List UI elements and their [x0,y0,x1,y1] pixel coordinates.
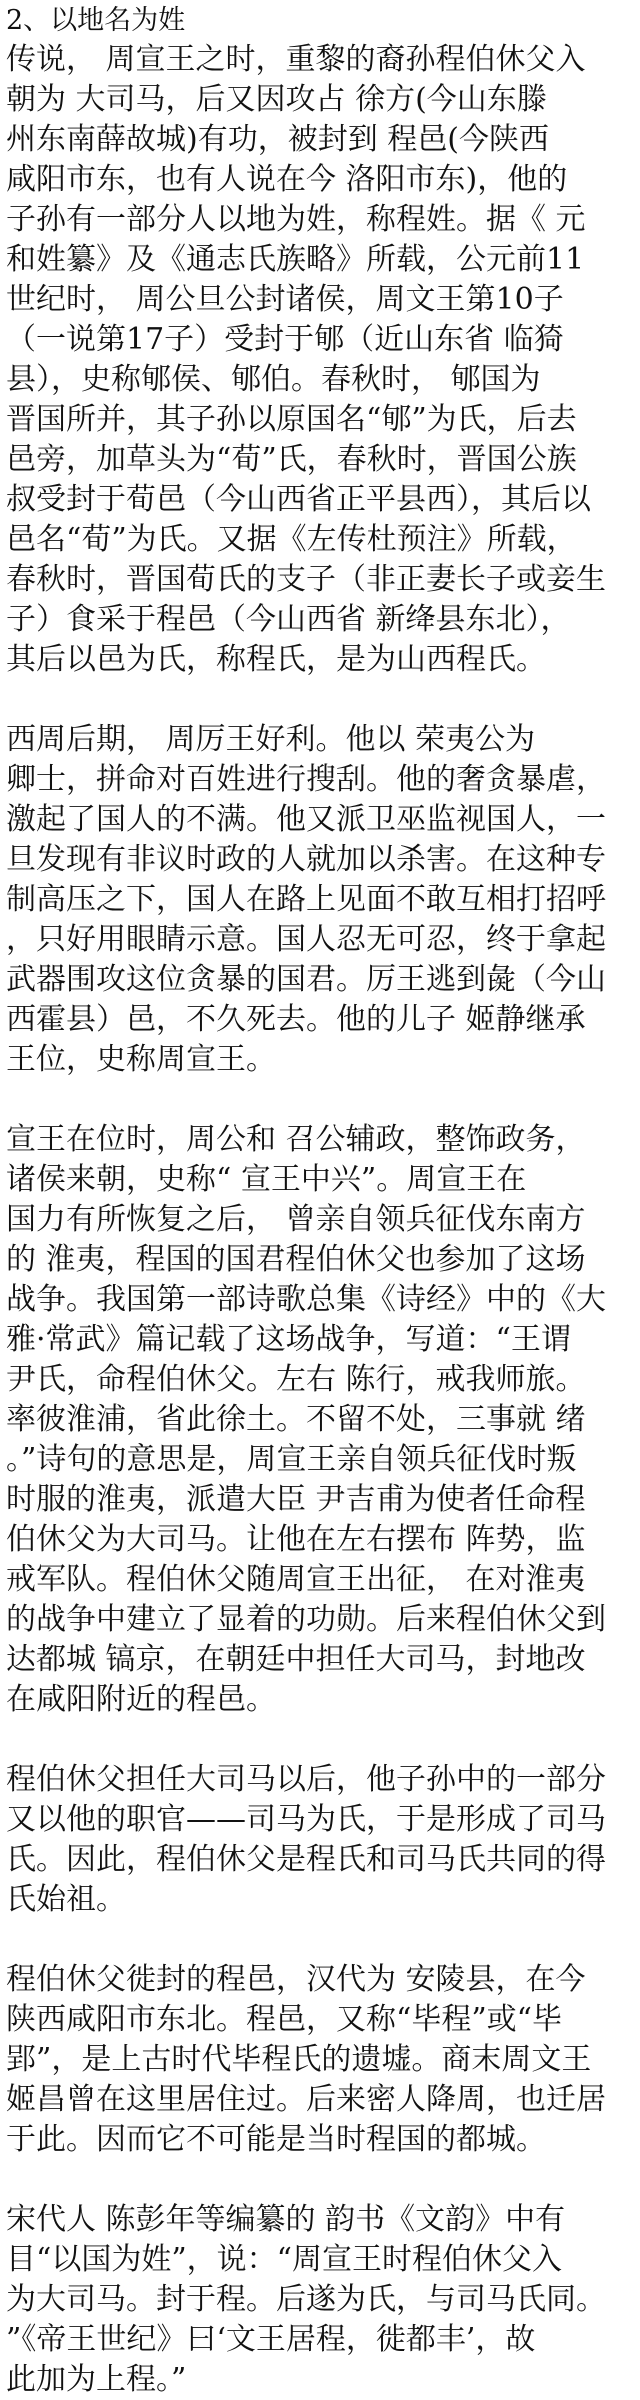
paragraph-spacer [6,1720,634,1760]
paragraph-5 [6,1960,634,2160]
paragraph-line: 率彼淮浦，省此徐土。不留不处，三事就 绪 [6,1402,586,1437]
paragraph-line: 其后以邑为氏，称程氏，是为山西程氏。 [6,642,546,677]
paragraph-line: 旦发现有非议时政的人就加以杀害。在这种专 [6,842,606,877]
paragraph-6 [6,2200,634,2400]
paragraph-line: 春秋时，晋国荀氏的支子（非正妻长子或妾生 [6,562,606,597]
paragraph-line: 传说， 周宣王之时，重黎的裔孙程伯休父入 [6,42,586,77]
paragraph-line: 朝为 大司马，后又因攻占 徐方(今山东滕 [6,82,547,117]
paragraph-line: 制高压之下，国人在路上见面不敢互相打招呼 [6,882,606,917]
paragraph-line: 晋国所并，其子孙以原国名“郇”为氏，后去 [6,402,577,437]
paragraph-2 [6,720,634,1080]
paragraph-line: 的 淮夷，程国的国君程伯休父也参加了这场 [6,1242,586,1277]
paragraph-line: 世纪时， 周公旦公封诸侯，周文王第10子 [6,282,564,317]
paragraph-line: 国力有所恢复之后， 曾亲自领兵征伐东南方 [6,1202,586,1237]
paragraph-line: 程伯休父担任大司马以后，他子孙中的一部分 [6,1762,606,1797]
paragraph-line: 子孙有一部分人以地为姓，称程姓。据《 元 [6,202,586,237]
paragraph-spacer [6,1920,634,1960]
paragraph-line: 。”诗句的意思是，周宣王亲自领兵征伐时叛 [6,1442,577,1477]
paragraph-line: （一说第17子）受封于郇（近山东省 临猗 [6,322,564,357]
paragraph-line: 郢”，是上古时代毕程氏的遗墟。商末周文王 [6,2042,592,2077]
paragraph-line: 邑名“荀”为氏。又据《左传杜预注》所载， [6,522,577,557]
paragraph-line: 王位，史称周宣王。 [6,1042,276,1077]
paragraph-line: ”《帝王世纪》曰‘文王居程，徙都丰’，故 [6,2322,536,2357]
paragraph-line: 此加为上程。” [6,2362,187,2397]
paragraph-line: 西霍县）邑，不久死去。他的儿子 姬静继承 [6,1002,586,1037]
paragraph-line: ，只好用眼睛示意。国人忍无可忍，终于拿起 [6,922,606,957]
section-heading: 2、以地名为姓 [6,5,186,36]
paragraph-line: 西周后期， 周厉王好利。他以 荣夷公为 [6,722,536,757]
paragraph-line: 叔受封于荀邑（今山西省正平县西），其后以 [6,482,591,517]
paragraph-line: 和姓纂》及《通志氏族略》所载，公元前11 [6,242,585,277]
paragraph-line: 激起了国人的不满。他又派卫巫监视国人，一 [6,802,606,837]
document [6,0,634,2400]
paragraph-line: 武器围攻这位贪暴的国君。厉王逃到彘（今山 [6,962,606,997]
paragraph-line: 的战争中建立了显着的功勋。后来程伯休父到 [6,1602,606,1637]
paragraph-line: 尹氏，命程伯休父。左右 陈行，戒我师旅。 [6,1362,586,1397]
paragraph-line: 在咸阳附近的程邑。 [6,1682,276,1717]
paragraph-line: 陕西咸阳市东北。程邑，又称“毕程”或“毕 [6,2002,563,2037]
paragraph-4 [6,1760,634,1920]
paragraph-spacer [6,680,634,720]
paragraph-line: 卿士，拼命对百姓进行搜刮。他的奢贪暴虐， [6,762,606,797]
paragraph-line: 姬昌曾在这里居住过。后来密人降周，也迁居 [6,2082,606,2117]
paragraph-line: 戒军队。程伯休父随周宣王出征， 在对淮夷 [6,1562,586,1597]
paragraph-line: 战争。我国第一部诗歌总集《诗经》中的《大 [6,1282,606,1317]
paragraph-line: 又以他的职官——司马为氏，于是形成了司马 [6,1802,606,1837]
paragraph-spacer [6,1080,634,1120]
paragraph-line: 县），史称郇侯、郇伯。春秋时， 郇国为 [6,362,541,397]
paragraph-line: 邑旁，加草头为“荀”氏，春秋时，晋国公族 [6,442,577,477]
paragraph-line: 诸侯来朝，史称“ 宣王中兴”。周宣王在 [6,1162,527,1197]
paragraph-line: 伯休父为大司马。让他在左右摆布 阵势，监 [6,1522,586,1557]
paragraph-line: 子）食采于程邑（今山西省 新绛县东北）， [6,602,571,637]
paragraph-line: 雅·常武》篇记载了这场战争，写道：“王谓 [6,1322,571,1357]
paragraph-line: 目“以国为姓”，说：“周宣王时程伯休父入 [6,2242,563,2277]
paragraph-line: 宋代人 陈彭年等编纂的 韵书《文韵》中有 [6,2202,566,2237]
paragraph-line: 氏。因此，程伯休父是程氏和司马氏共同的得 [6,1842,606,1877]
paragraph-line: 程伯休父徙封的程邑，汉代为 安陵县，在今 [6,1962,586,1997]
paragraph-line: 咸阳市东，也有人说在今 洛阳市东)，他的 [6,162,568,197]
paragraph-spacer [6,2160,634,2200]
paragraph-1 [6,40,634,680]
paragraph-line: 州东南薛故城)有功，被封到 程邑(今陕西 [6,122,549,157]
paragraph-line: 时服的淮夷，派遣大臣 尹吉甫为使者任命程 [6,1482,586,1517]
paragraph-line: 达都城 镐京，在朝廷中担任大司马，封地改 [6,1642,586,1677]
paragraph-line: 于此。因而它不可能是当时程国的都城。 [6,2122,546,2157]
paragraph-line: 氏始祖。 [6,1882,126,1917]
paragraph-3 [6,1120,634,1720]
paragraph-line: 为大司马。封于程。后遂为氏，与司马氏同。 [6,2282,606,2317]
paragraph-line: 宣王在位时，周公和 召公辅政，整饰政务， [6,1122,586,1157]
